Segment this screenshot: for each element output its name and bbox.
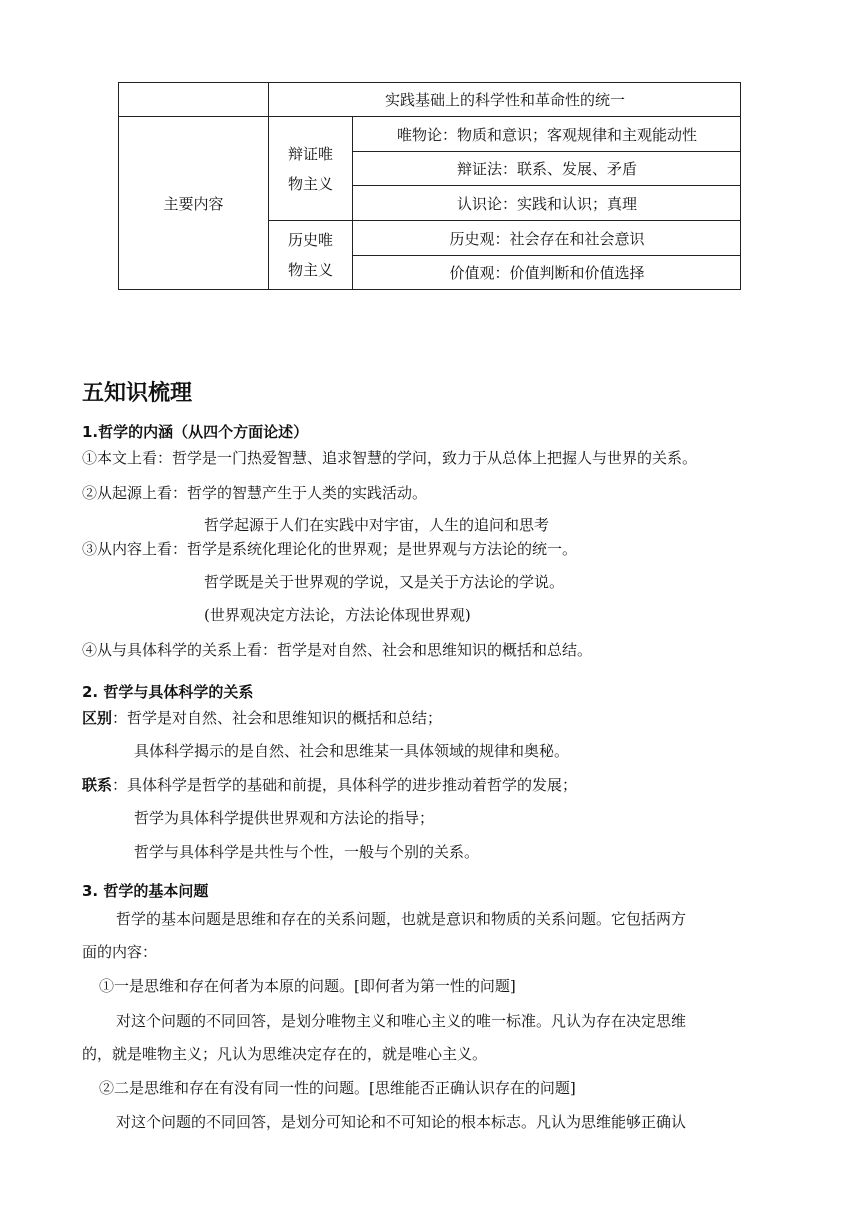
s3-p1a: 哲学的基本问题是思维和存在的关系问题，也就是意识和物质的关系问题。它包括两方 <box>116 910 687 928</box>
group1-label-line2: 物主义 <box>287 174 333 193</box>
group2-label <box>269 221 352 289</box>
s1-line3b: 哲学既是关于世界观的学说，又是关于方法论的学说。 <box>204 573 565 591</box>
s1-line4: ④从与具体科学的关系上看：哲学是对自然、社会和思维知识的概括和总结。 <box>82 641 593 659</box>
s1-line2: ②从起源上看：哲学的智慧产生于人类的实践活动。 <box>82 484 428 502</box>
s1-line3: ③从内容上看：哲学是系统化理论化的世界观；是世界观与方法论的统一。 <box>82 540 578 558</box>
table-top-row: 实践基础上的科学性和革命性的统一 <box>384 91 625 109</box>
link-text: ：具体科学是哲学的基础和前提，具体科学的进步推动着哲学的发展； <box>112 776 578 794</box>
group1-label-line1: 辩证唯 <box>287 144 333 163</box>
s3-q2a: 对这个问题的不同回答，是划分可知论和不可知论的根本标志。凡认为思维能够正确认 <box>116 1113 687 1131</box>
s2-link-line <box>82 776 577 794</box>
table-row: 唯物论：物质和意识；客观规律和主观能动性 <box>396 125 697 144</box>
s2-diff2: 具体科学揭示的是自然、社会和思维某一具体领域的规律和奥秘。 <box>134 742 570 760</box>
group2-label-line1: 历史唯 <box>287 231 333 249</box>
link-label: 联系 <box>82 776 113 794</box>
s3-q1a: 对这个问题的不同回答，是划分唯物主义和唯心主义的唯一标准。凡认为存在决定思维 <box>116 1012 687 1030</box>
s3-q1b: 的，就是唯物主义；凡认为思维决定存在的，就是唯心主义。 <box>82 1045 488 1063</box>
s2-link2: 哲学为具体科学提供世界观和方法论的指导； <box>134 809 435 827</box>
s3-p1b: 面的内容： <box>82 943 158 961</box>
table-row: 认识论：实践和认识；真理 <box>456 194 637 213</box>
diff-label: 区别 <box>82 709 113 727</box>
group2-label-line2: 物主义 <box>287 261 333 279</box>
s1-heading: 1.哲学的内涵（从四个方面论述） <box>82 423 309 441</box>
s1-line3c: (世界观决定方法论，方法论体现世界观) <box>204 606 471 624</box>
section-title: 五知识梳理 <box>82 381 193 406</box>
s1-line2b: 哲学起源于人们在实践中对宇宙，人生的追问和思考 <box>204 516 550 534</box>
s2-link3: 哲学与具体科学是共性与个性，一般与个别的关系。 <box>134 843 480 861</box>
s1-line1: ①本文上看：哲学是一门热爱智慧、追求智慧的学问，致力于从总体上把握人与世界的关系。 <box>82 449 698 467</box>
diff-text: ：哲学是对自然、社会和思维知识的概括和总结； <box>112 709 443 727</box>
s3-q1: ①一是思维和存在何者为本原的问题。[即何者为第一性的问题] <box>99 977 516 995</box>
table-row: 历史观：社会存在和社会意识 <box>449 229 645 248</box>
s2-heading: 2. 哲学与具体科学的关系 <box>82 683 254 701</box>
main-content-label: 主要内容 <box>163 194 224 213</box>
s2-diff-line <box>82 709 442 727</box>
table-row: 辩证法：联系、发展、矛盾 <box>456 160 637 178</box>
group1-label <box>269 117 352 220</box>
s3-heading: 3. 哲学的基本问题 <box>82 882 209 900</box>
table-row: 价值观：价值判断和价值选择 <box>449 264 645 282</box>
s3-q2: ②二是思维和存在有没有同一性的问题。[思维能否正确认识存在的问题] <box>99 1079 576 1097</box>
